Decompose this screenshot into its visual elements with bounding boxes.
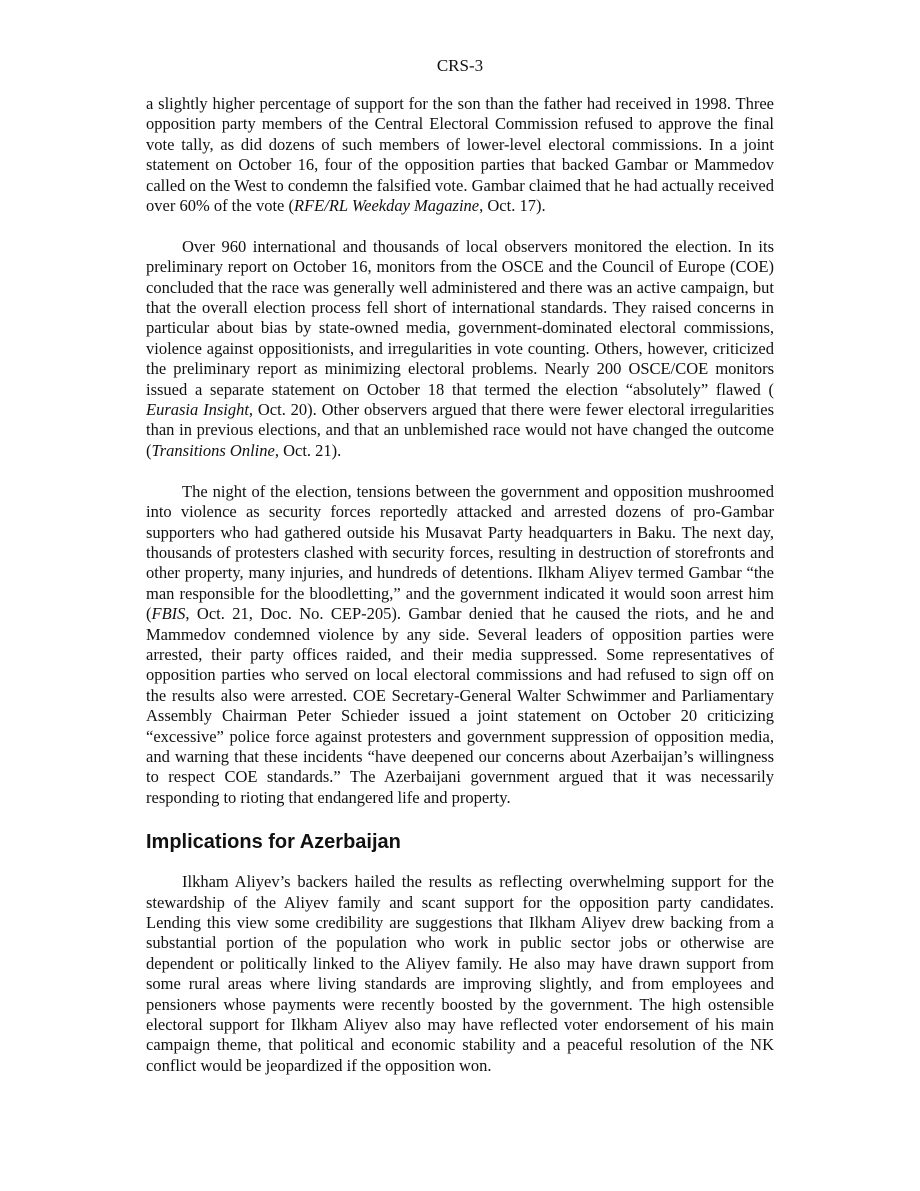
paragraph-text: Ilkham Aliyev’s backers hailed the results as reflecting overwhelming support for the stewardship of the Aliyev family and scant support for the opposition party candidates. Lending this view some credibility are suggestions that Ilkham Aliyev drew backing from a substantial portion of the population who work in public sector jobs or otherwise are dependent or politically linked to the Aliyev family. He also may have drawn support from some rural areas where living standards are improving slightly, and from employees and pensioners whose payments were recently boosted by the government. The high ostensible electoral support for Ilkham Aliyev also may have reflected voter endorsement of his main campaign theme, that political and economic stability and a peaceful resolution of the NK conflict would be jeopardized if the opposition won. — [146, 872, 774, 1075]
paragraph-implications — [146, 872, 774, 1076]
paragraph-text: , Oct. 21, Doc. No. CEP-205). Gambar denied that he caused the riots, and he and Mammedov condemned violence by any side. Several leaders of opposition parties were arrested, their party offices raided, and their media suppressed. Some representatives of opposition parties who served on local electoral commissions and had refused to sign off on the results also were arrested. COE Secretary-General Walter Schwimmer and Parliamentary Assembly Chairman Peter Schieder issued a joint statement on October 20 criticizing “excessive” police force against protesters and government suppression of opposition media, and warning that these incidents “have deepened our concerns about Azerbaijan’s willingness to respect COE standards.” The Azerbaijani government argued that it was necessarily responding to rioting that endangered life and property. — [146, 604, 774, 807]
citation-source: Transitions Online — [151, 440, 275, 460]
citation-source: RFE/RL Weekday Magazine — [294, 196, 480, 216]
citation-source: FBIS — [151, 604, 186, 624]
paragraph-text: The night of the election, tensions between the government and opposition mushroomed into violence as security forces reportedly attacked and arrested dozens of pro-Gambar supporters who had gathered outside his Musavat Party headquarters in Baku. The next day, thousands of protesters clashed with security forces, resulting in destruction of storefronts and other property, many injuries, and hundreds of detentions. Ilkham Aliyev termed Gambar “the man responsible for the bloodletting,” and the government indicated it would soon arrest him ( — [146, 481, 774, 624]
paragraph-text: , Oct. 17). — [479, 196, 546, 216]
paragraph-vote-tally — [146, 94, 774, 216]
paragraph-observers — [146, 237, 774, 461]
paragraph-text: Oct. 20). Other observers argued that there were fewer electoral irregularities than in previous elections, and that an unblemished race would not have changed the outcome ( — [146, 400, 775, 460]
paragraph-text: , Oct. 21). — [274, 440, 342, 460]
paragraph-post-election-violence — [146, 482, 774, 809]
paragraph-text: a slightly higher percentage of support for the son than the father had received in 1998. Three opposition party members of the Central Electoral Commission refused to approve the final vote tally, as did dozens of such members of lower-level electoral commissions. In a joint statement on October 16, four of the opposition parties that backed Gambar or Mammedov called on the West to condemn the falsified vote. Gambar claimed that he had actually received over 60% of the vote ( — [146, 94, 774, 216]
section-heading: Implications for Azerbaijan — [146, 831, 401, 854]
page-body — [146, 94, 774, 1076]
paragraph-text: Over 960 international and thousands of local observers monitored the election. In its preliminary report on October 16, monitors from the OSCE and the Council of Europe (COE) concluded that the race was generally well administered and there was an active campaign, but that the overall election process fell short of international standards. They raised concerns in particular about bias by state-owned media, government-dominated electoral commissions, violence against oppositionists, and irregularities in vote counting. Others, however, criticized the preliminary report as minimizing electoral problems. Nearly 200 OSCE/COE monitors issued a separate statement on October 18 that termed the election “absolutely” flawed ( — [146, 236, 774, 399]
citation-source: Eurasia Insight, — [146, 400, 254, 420]
page-number: CRS-3 — [436, 56, 484, 75]
